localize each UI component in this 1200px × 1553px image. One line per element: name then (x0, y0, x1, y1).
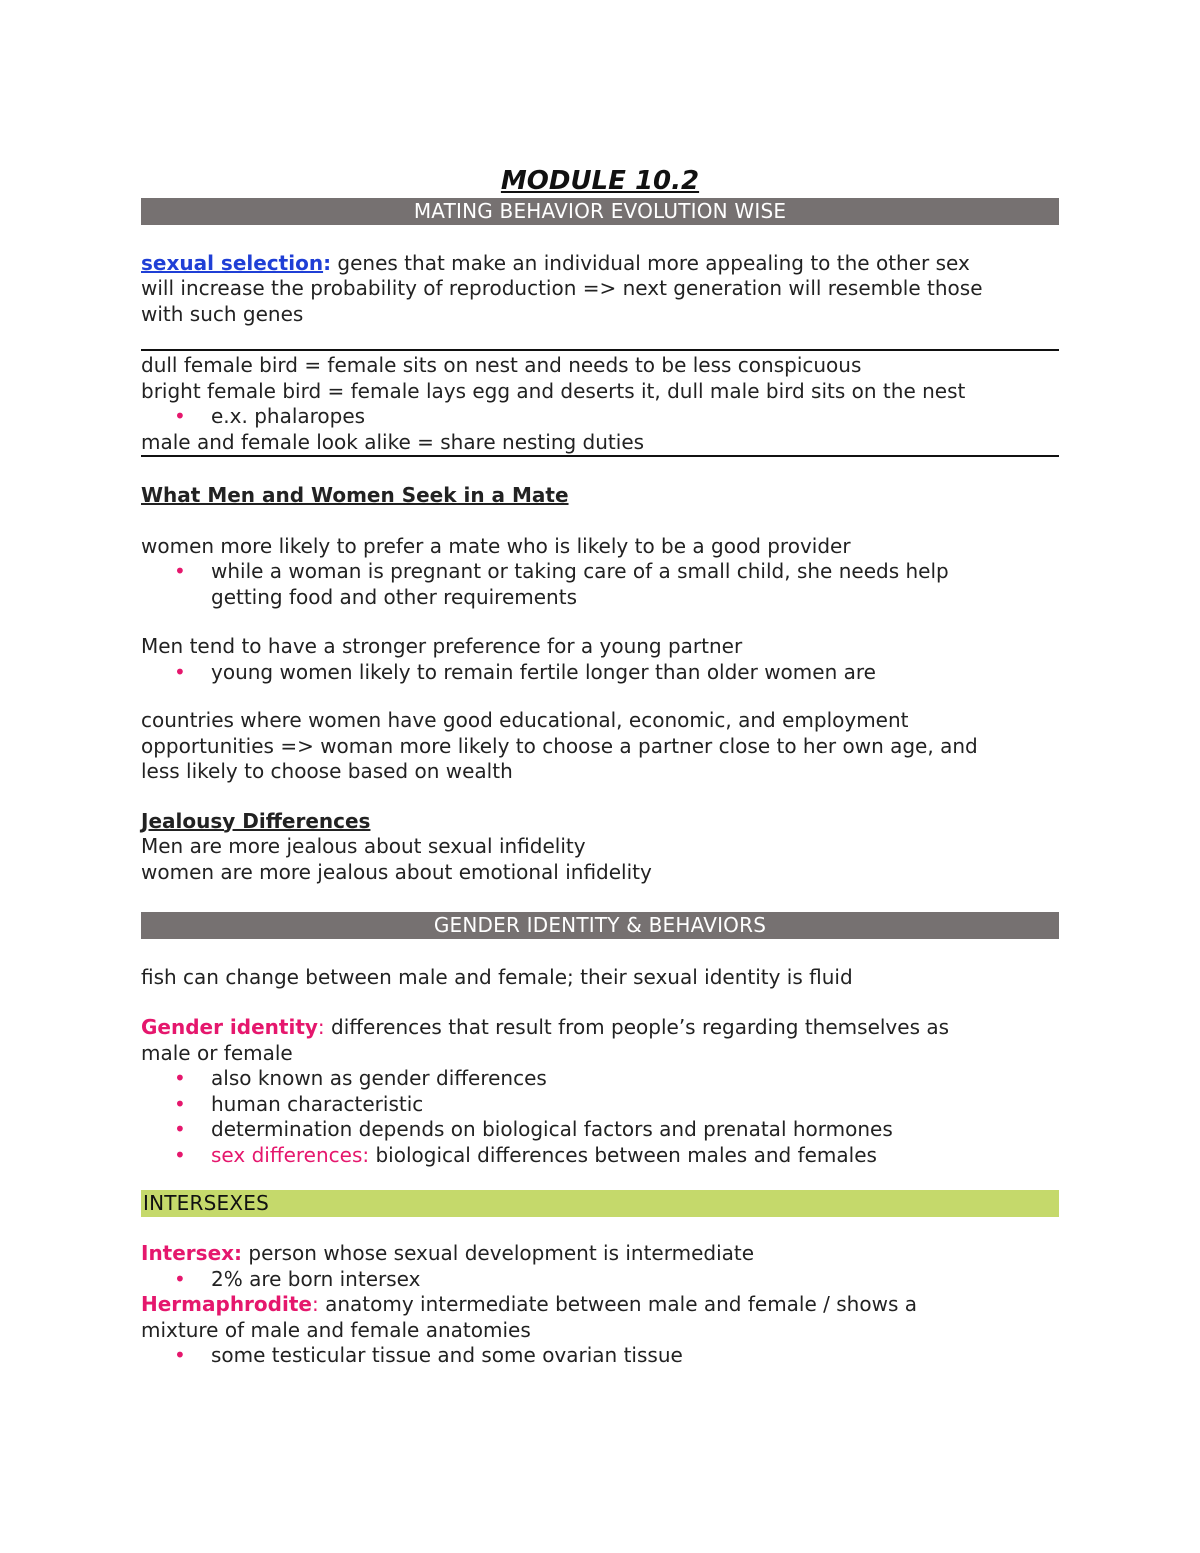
list-item (141, 1066, 1059, 1092)
bullet-icon: • (174, 559, 186, 583)
gender-list (141, 1066, 1059, 1168)
bullet-icon: • (174, 1343, 186, 1367)
heading-seek: What Men and Women Seek in a Mate (141, 482, 569, 507)
bullet-icon: • (174, 659, 186, 684)
definition-line: male or female (141, 1040, 293, 1065)
list-item-text: some testicular tissue and some ovarian tissue (211, 1343, 683, 1367)
spacer (141, 610, 1059, 634)
definition-hermaphrodite (141, 1292, 1059, 1318)
list-item-text: while a woman is pregnant or taking care of a small child, she needs help (211, 559, 949, 583)
bird-line: male and female look alike = share nesting duties (141, 429, 645, 454)
definition-text: genes that make an individual more appealing to the other sex (331, 250, 970, 275)
hermaphrodite-list (141, 1343, 1059, 1369)
list-item (141, 404, 1059, 430)
spacer (141, 1168, 1059, 1190)
document-content (141, 164, 1059, 1369)
spacer (141, 785, 1059, 809)
spacer (141, 327, 1059, 349)
list-item-text: e.x. phalaropes (211, 404, 366, 428)
list-item-text: getting food and other requirements (211, 584, 577, 609)
bullet-icon: • (174, 1091, 186, 1116)
term-gender-identity: Gender identity (141, 1015, 318, 1039)
seek-women-line: women more likely to prefer a mate who is likely to be a good provider (141, 533, 851, 558)
list-item-text: determination depends on biological factors and prenatal hormones (211, 1117, 893, 1141)
list-item-text: 2% are born intersex (211, 1266, 421, 1291)
jealousy-line: women are more jealous about emotional infidelity (141, 859, 652, 884)
list-item (141, 660, 1059, 686)
list-item (141, 1117, 1059, 1143)
term-colon: : (323, 250, 332, 275)
page-title: MODULE 10.2 (500, 166, 700, 196)
term-colon: : (311, 1292, 319, 1316)
jealousy-line: Men are more jealous about sexual infidelity (141, 834, 586, 858)
bullet-icon: • (174, 1266, 186, 1291)
list-item (141, 559, 1059, 610)
countries-line: opportunities => woman more likely to choose a partner close to her own age, and (141, 733, 978, 758)
spacer (141, 225, 1059, 251)
list-item-text: biological differences between males and females (369, 1142, 877, 1167)
definition-text: differences that result from people’s regarding themselves as (324, 1015, 950, 1039)
list-item-text: human characteristic (211, 1091, 424, 1116)
bird-line: bright female bird = female lays egg and deserts it, dull male bird sits on the nest (141, 378, 966, 403)
term-colon: : (317, 1015, 325, 1039)
term-intersex: Intersex: (141, 1241, 243, 1265)
definition-text: person whose sexual development is intermediate (242, 1241, 755, 1265)
section-bar-intersexes: INTERSEXES (141, 1190, 1059, 1217)
term-sex-differences: sex differences: (211, 1142, 370, 1167)
intersex-list (141, 1267, 1059, 1293)
bird-list (141, 404, 1059, 430)
bullet-icon: • (174, 1117, 186, 1141)
section-bar-mating: MATING BEHAVIOR EVOLUTION WISE (141, 198, 1059, 225)
bullet-icon: • (174, 1066, 186, 1090)
bird-line: dull female bird = female sits on nest and needs to be less conspicuous (141, 353, 862, 377)
countries-line: countries where women have good educational, economic, and employment (141, 708, 909, 732)
seek-men-line: Men tend to have a stronger preference for a young partner (141, 634, 743, 658)
seek-women-list (141, 559, 1059, 610)
list-item-text: young women likely to remain fertile longer than older women are (211, 659, 876, 684)
list-item-text: also known as gender differences (211, 1066, 547, 1090)
spacer (141, 1217, 1059, 1241)
definition-intersex (141, 1241, 1059, 1267)
list-item (141, 1092, 1059, 1118)
definition-sexual-selection (141, 251, 1059, 277)
section-bar-gender: GENDER IDENTITY & BEHAVIORS (141, 912, 1059, 939)
list-item (141, 1267, 1059, 1293)
definition-line: with such genes (141, 301, 304, 326)
list-item (141, 1143, 1059, 1169)
spacer (141, 939, 1059, 965)
spacer (141, 885, 1059, 912)
bullet-icon: • (174, 1142, 186, 1167)
list-item (141, 1343, 1059, 1369)
heading-jealousy: Jealousy Differences (141, 808, 371, 833)
spacer (141, 685, 1059, 708)
spacer (141, 508, 1059, 534)
seek-men-list (141, 660, 1059, 686)
definition-line: will increase the probability of reproduction => next generation will resemble those (141, 276, 983, 300)
bullet-icon: • (174, 404, 186, 428)
spacer (141, 990, 1059, 1015)
bird-box (141, 349, 1059, 457)
definition-gender-identity (141, 1015, 1059, 1041)
term-sexual-selection: sexual selection (141, 250, 324, 275)
spacer (141, 457, 1059, 483)
fish-line: fish can change between male and female; their sexual identity is fluid (141, 964, 853, 989)
definition-line: mixture of male and female anatomies (141, 1317, 531, 1342)
term-hermaphrodite: Hermaphrodite (141, 1292, 312, 1316)
countries-line: less likely to choose based on wealth (141, 759, 513, 783)
definition-text: anatomy intermediate between male and female / shows a (318, 1292, 917, 1316)
